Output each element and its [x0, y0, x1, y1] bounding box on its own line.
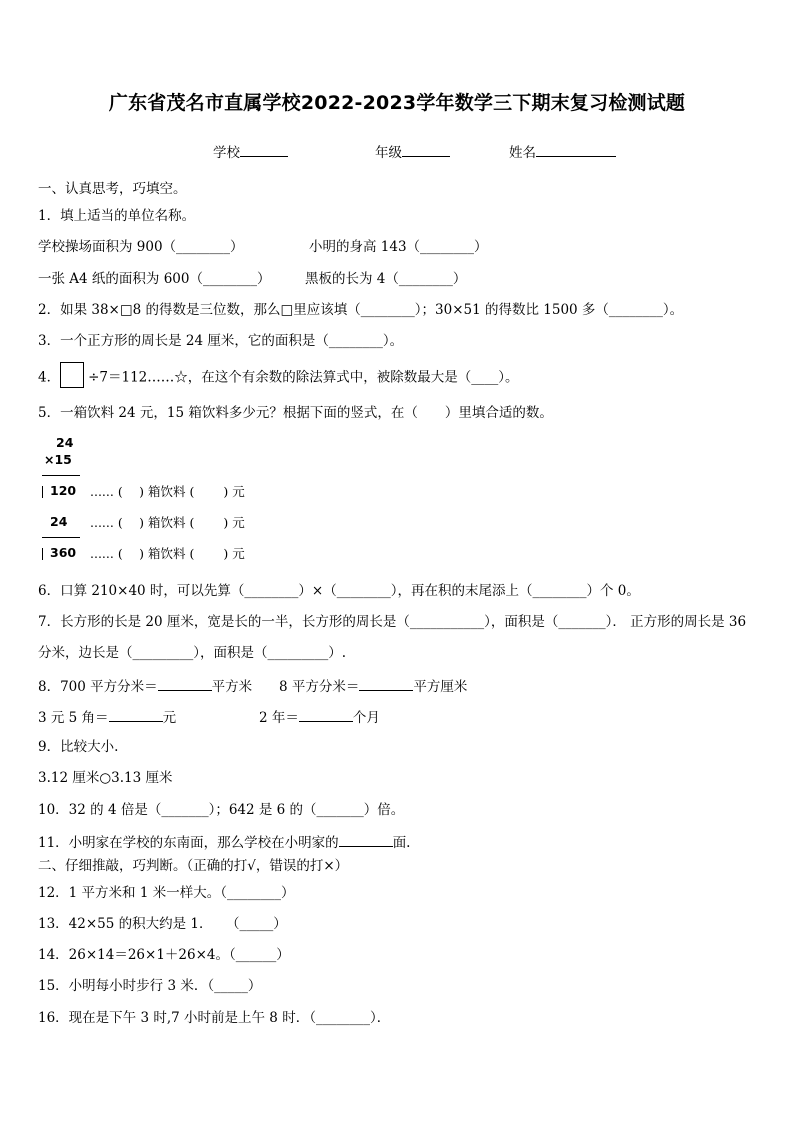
question-3: 3．一个正方形的周长是 24 厘米，它的面积是（________）。 — [38, 333, 404, 349]
question-5: 5．一箱饮料 24 元，15 箱饮料多少元？根据下面的竖式，在（ ）里填合适的数。 — [38, 405, 553, 421]
question-9-compare: 3.12 厘米○3.13 厘米 — [38, 770, 173, 786]
tick-mark — [42, 548, 43, 560]
question-8c-text: 3 元 5 角＝ — [38, 710, 109, 726]
question-14: 14．26×14＝26×1＋26×4。（______） — [38, 947, 290, 963]
answer-blank[interactable] — [339, 832, 393, 847]
sum-line — [42, 537, 80, 538]
question-4-number: 4． — [38, 369, 61, 386]
multiplicand: 24 — [56, 435, 74, 450]
section-2-heading: 二、仔细推敲，巧判断。（正确的打√，错误的打×） — [38, 858, 349, 874]
answer-blank[interactable] — [359, 676, 413, 691]
question-8a — [38, 676, 252, 696]
question-8c — [38, 707, 176, 727]
final-product: 360 — [50, 545, 77, 560]
partial-product-1-note: ...... ( ) 箱饮料 ( ) 元 — [90, 484, 245, 499]
question-8a-text: 8．700 平方分米＝ — [38, 679, 158, 695]
school-field[interactable] — [213, 141, 288, 161]
question-8d-text: 2 年＝ — [259, 710, 299, 726]
question-6: 6．口算 210×40 时，可以先算（________）×（________），再在积的末尾添上（________）个 0。 — [38, 583, 640, 599]
grade-field[interactable] — [375, 141, 450, 161]
question-8a-unit: 平方米 — [211, 679, 253, 695]
question-13: 13．42×55 的积大约是 1． （_____） — [38, 916, 287, 932]
name-blank[interactable] — [536, 142, 616, 157]
answer-blank[interactable] — [109, 707, 163, 722]
product-line — [42, 475, 80, 476]
grade-blank[interactable] — [402, 142, 450, 157]
question-1a: 学校操场面积为 900（________） — [38, 239, 244, 255]
school-blank[interactable] — [240, 142, 288, 157]
partial-product-2: 24 — [50, 514, 68, 529]
question-2: 2．如果 38×□8 的得数是三位数，那么□里应该填（________）；30×51 的得数比 1500 多（________）。 — [38, 302, 684, 318]
question-8b — [279, 676, 467, 696]
question-1-title: 1．填上适当的单位名称。 — [38, 208, 196, 224]
question-11-text: 11．小明家在学校的东南面，那么学校在小明家的 — [38, 835, 339, 851]
question-9: 9．比较大小. — [38, 739, 119, 755]
question-12: 12．1 平方米和 1 米一样大。（________） — [38, 885, 295, 901]
question-1b: 小明的身高 143（________） — [309, 239, 488, 255]
tick-mark — [42, 486, 43, 498]
question-8d-unit: 个月 — [352, 710, 380, 726]
question-15: 15．小明每小时步行 3 米．（_____） — [38, 978, 262, 994]
grade-label: 年级 — [375, 145, 402, 161]
question-10: 10．32 的 4 倍是（_______）；642 是 6 的（_______）倍。 — [38, 802, 405, 818]
final-product-note: ...... ( ) 箱饮料 ( ) 元 — [90, 546, 245, 561]
school-label: 学校 — [213, 145, 240, 161]
question-4 — [38, 368, 519, 388]
question-1d: 黑板的长为 4（________） — [305, 271, 467, 287]
partial-product-1: 120 — [50, 483, 77, 498]
name-field[interactable] — [509, 141, 616, 161]
question-1c: 一张 A4 纸的面积为 600（________） — [38, 271, 271, 287]
question-7-line-1: 7．长方形的长是 20 厘米，宽是长的一半，长方形的周长是（___________），面积是（_______）． 正方形的周长是 36 — [38, 614, 747, 630]
question-7-line-2: 分米，边长是（_________），面积是（_________）. — [38, 645, 347, 661]
section-1-heading: 一、认真思考，巧填空。 — [38, 181, 187, 197]
question-11 — [38, 832, 410, 852]
multiplier: ×15 — [44, 452, 72, 467]
answer-blank[interactable] — [158, 676, 212, 691]
question-11-end: 面. — [392, 835, 411, 851]
page-title: 广东省茂名市直属学校2022-2023学年数学三下期末复习检测试题 — [108, 92, 686, 114]
question-8b-unit: 平方厘米 — [413, 679, 468, 695]
question-16: 16．现在是下午 3 时,7 小时前是上午 8 时．（________）． — [38, 1010, 391, 1026]
question-8d — [259, 707, 380, 727]
name-label: 姓名 — [509, 145, 536, 161]
partial-product-2-note: ...... ( ) 箱饮料 ( ) 元 — [90, 515, 245, 530]
question-8b-text: 8 平方分米＝ — [279, 679, 360, 695]
question-8c-unit: 元 — [162, 710, 177, 726]
answer-blank[interactable] — [299, 707, 353, 722]
answer-box[interactable] — [60, 362, 84, 388]
question-4-text: ÷7＝112……☆，在这个有余数的除法算式中，被除数最大是（____）。 — [88, 369, 519, 386]
